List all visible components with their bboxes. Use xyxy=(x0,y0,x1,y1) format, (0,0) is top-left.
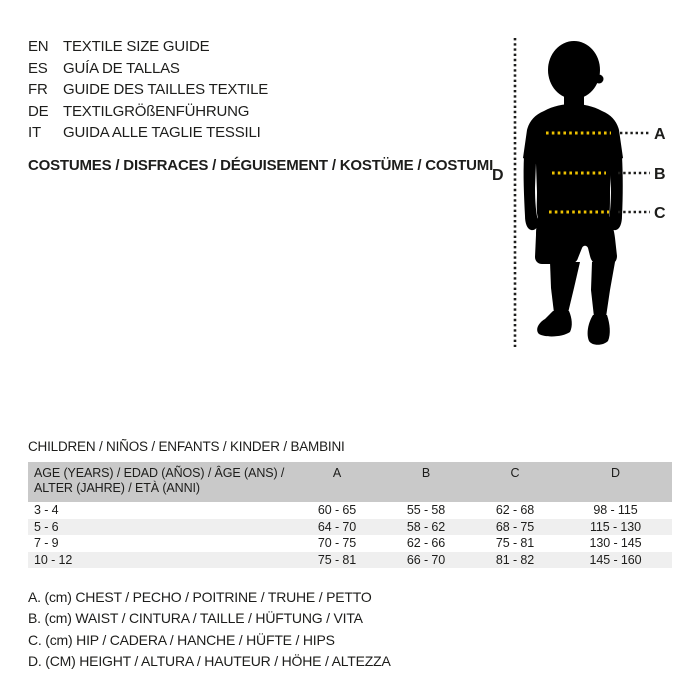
language-code: EN xyxy=(28,38,49,56)
size-table xyxy=(28,462,672,568)
language-label: TEXTILGRÖßENFÜHRUNG xyxy=(63,102,250,120)
age-header-line1: AGE (YEARS) / EDAD (AÑOS) / ÂGE (ANS) / xyxy=(34,466,285,480)
legend-chest: A. (cm) CHEST / PECHO / POITRINE / TRUHE / PETTO xyxy=(28,589,372,605)
height-cell: 98 - 115 xyxy=(593,503,638,517)
waist-cell: 62 - 66 xyxy=(406,536,446,550)
table-row xyxy=(28,552,672,569)
language-row-fr xyxy=(28,79,268,101)
measure-label-d: D xyxy=(492,167,504,184)
column-header-c: C xyxy=(471,462,559,502)
language-code: DE xyxy=(28,102,49,120)
table-row xyxy=(28,535,672,552)
language-row-it xyxy=(28,122,268,144)
age-cell: 10 - 12 xyxy=(34,552,73,567)
measurement-legend xyxy=(28,587,391,672)
chest-cell: 60 - 65 xyxy=(317,503,357,517)
language-row-es xyxy=(28,58,268,80)
language-label: GUÍA DE TALLAS xyxy=(63,59,180,77)
age-header-line2: ALTER (JAHRE) / ETÀ (ANNI) xyxy=(34,481,200,495)
hip-cell: 81 - 82 xyxy=(495,552,535,567)
child-silhouette xyxy=(523,41,623,345)
hip-cell: 68 - 75 xyxy=(495,519,535,534)
language-row-de xyxy=(28,101,268,123)
chest-cell: 70 - 75 xyxy=(317,536,357,550)
chest-cell: 75 - 81 xyxy=(317,552,357,567)
age-cell: 7 - 9 xyxy=(34,536,59,550)
child-silhouette-figure xyxy=(470,20,700,350)
measure-label-c: C xyxy=(654,205,666,222)
height-cell: 115 - 130 xyxy=(590,519,641,534)
language-label: GUIDA ALLE TAGLIE TESSILI xyxy=(63,124,261,142)
waist-cell: 58 - 62 xyxy=(406,519,446,534)
hip-cell: 75 - 81 xyxy=(495,536,535,550)
legend-height: D. (CM) HEIGHT / ALTURA / HAUTEUR / HÖHE / ALTEZZA xyxy=(28,652,391,669)
language-label: TEXTILE SIZE GUIDE xyxy=(63,38,210,56)
language-list xyxy=(28,36,268,144)
column-header-a: A xyxy=(293,462,381,502)
waist-cell: 66 - 70 xyxy=(406,552,446,567)
legend-hip: C. (cm) HIP / CADERA / HANCHE / HÜFTE / HIPS xyxy=(28,631,335,648)
age-cell: 5 - 6 xyxy=(34,519,59,534)
children-section-title: CHILDREN / NIÑOS / ENFANTS / KINDER / BAMBINI xyxy=(28,439,345,454)
height-cell: 130 - 145 xyxy=(589,536,642,550)
language-code: IT xyxy=(28,124,41,142)
table-row xyxy=(28,502,672,519)
waist-cell: 55 - 58 xyxy=(406,503,446,517)
age-column-header xyxy=(28,462,293,502)
language-code: FR xyxy=(28,81,48,99)
measure-label-a: A xyxy=(654,126,666,143)
height-cell: 145 - 160 xyxy=(589,552,642,567)
measure-label-b: B xyxy=(654,166,666,183)
age-cell: 3 - 4 xyxy=(34,503,59,517)
table-row xyxy=(28,519,672,536)
column-header-d: D xyxy=(559,462,672,502)
size-table-header-row xyxy=(28,462,672,502)
language-code: ES xyxy=(28,59,48,77)
category-title: COSTUMES / DISFRACES / DÉGUISEMENT / KOSTÜME / COSTUMI xyxy=(28,157,494,174)
chest-cell: 64 - 70 xyxy=(317,519,357,534)
column-header-b: B xyxy=(381,462,471,502)
language-label: GUIDE DES TAILLES TEXTILE xyxy=(63,81,269,99)
legend-waist: B. (cm) WAIST / CINTURA / TAILLE / HÜFTUNG / VITA xyxy=(28,610,363,627)
hip-cell: 62 - 68 xyxy=(495,503,535,517)
language-row-en xyxy=(28,36,268,58)
